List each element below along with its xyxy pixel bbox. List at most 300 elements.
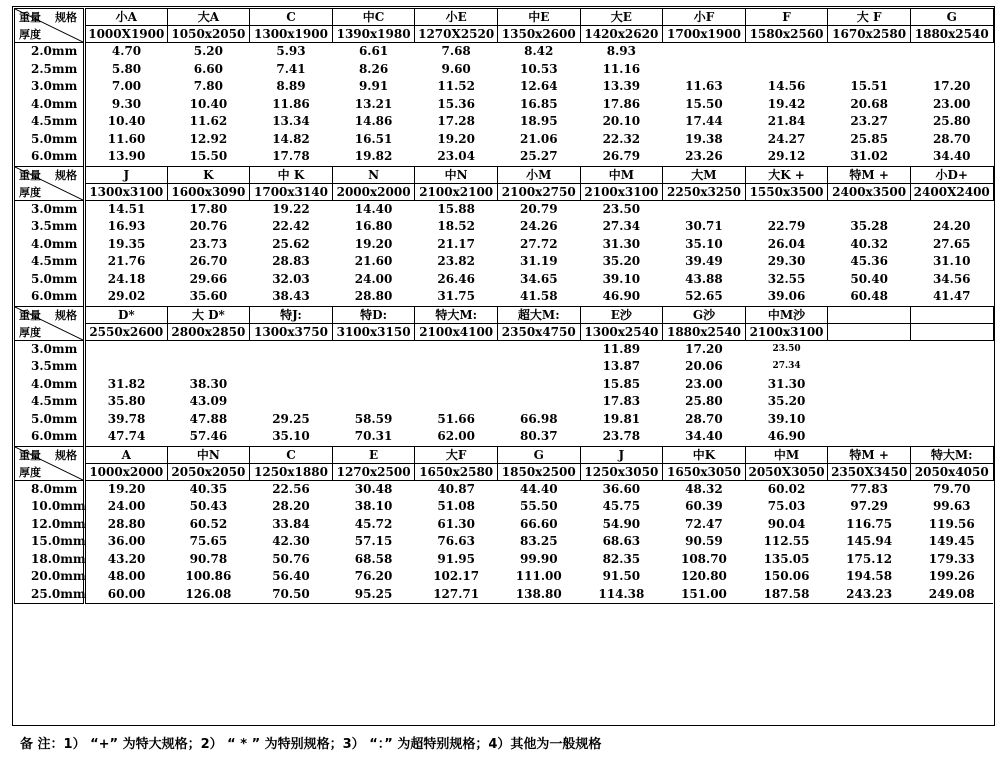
table-row [15,586,994,604]
weight-cell: 13.21 [354,96,393,111]
weight-cell: 16.93 [107,219,146,234]
weight-cell: 40.87 [437,481,475,496]
spec-name-cell: C [250,9,333,26]
weight-cell: 31.19 [519,254,558,269]
weight-cell: 20.79 [519,201,558,216]
weight-cell: 47.88 [189,411,228,426]
table-row [15,498,994,516]
spec-name-cell: 大F [415,446,498,463]
weight-cell [828,358,911,376]
thickness-cell: 3.0mm [15,78,85,96]
weight-cell: 25.27 [497,148,580,166]
thickness-cell: 4.0mm [15,96,85,114]
thickness-cell: 5.0mm [15,131,85,149]
spec-size-cell: 2250x3250 [663,183,746,200]
thickness-cell: 4.5mm [15,113,85,131]
spec-size-cell: 2000x2000 [332,183,415,200]
weight-cell: 11.60 [107,131,146,146]
weight-cell: 29.30 [767,254,806,269]
weight-cell: 35.28 [850,219,888,234]
header-row-sizes [15,26,994,43]
spec-name-cell: 大 D* [167,306,250,323]
spec-name-cell: F [745,9,828,26]
corner-weight-label: 重量 [19,11,41,24]
weight-cell: 35.80 [107,394,146,409]
weight-cell: 23.82 [437,254,475,269]
weight-cell [910,340,993,358]
weight-cell: 20.06 [685,359,723,374]
weight-cell: 21.17 [437,236,475,251]
weight-cell: 10.40 [107,114,146,129]
weight-cell: 24.27 [767,131,806,146]
spec-size-cell: 1270x2500 [332,463,415,480]
weight-cell: 8.89 [276,79,306,94]
spec-size-cell: 1670x2580 [828,26,911,43]
weight-cell: 31.30 [602,236,641,251]
weight-cell: 19.22 [272,201,310,216]
weight-cell: 13.87 [602,359,641,374]
table-row [15,131,994,149]
weight-cell: 19.82 [332,148,415,166]
thickness-cell: 3.0mm [15,200,85,218]
weight-cell: 17.78 [250,148,333,166]
weight-cell: 29.25 [272,411,310,426]
weight-cell: 19.35 [107,236,146,251]
spec-size-cell: 1700x1900 [663,26,746,43]
spec-size-cell: 1250x1880 [250,463,333,480]
weight-cell [332,393,415,411]
weight-cell [828,340,911,358]
weight-cell: 8.93 [606,44,636,59]
weight-cell: 22.32 [602,131,641,146]
header-row-names [15,9,994,26]
weight-cell: 40.35 [189,481,228,496]
spec-size-cell: 1390x1980 [332,26,415,43]
weight-cell: 17.28 [437,114,475,129]
weight-cell: 5.20 [193,44,223,59]
weight-cell: 62.00 [415,428,498,446]
weight-cell: 25.85 [850,131,888,146]
weight-cell: 28.70 [685,411,723,426]
weight-cell [910,376,993,394]
weight-cell: 23.50 [602,201,641,216]
weight-cell: 31.82 [107,376,146,391]
spec-size-cell: 2550x2600 [85,323,168,340]
spec-size-cell: 2100x2100 [415,183,498,200]
weight-cell: 35.10 [250,428,333,446]
weight-cell: 25.80 [932,114,971,129]
spec-name-cell: 大M [663,166,746,183]
spec-name-cell: 小A [85,9,168,26]
weight-cell: 13.34 [272,114,310,129]
weight-cell: 75.03 [767,499,806,514]
weight-cell: 11.52 [437,79,475,94]
weight-cell: 145.94 [846,534,893,549]
table-row [15,393,994,411]
weight-cell: 70.50 [250,586,333,604]
weight-cell: 57.46 [167,428,250,446]
weight-cell [497,393,580,411]
weight-cell: 29.66 [189,271,228,286]
spec-size-cell: 1850x2500 [497,463,580,480]
spec-name-cell: 特M + [828,166,911,183]
spec-size-cell: 2100x4100 [415,323,498,340]
weight-cell [250,393,333,411]
weight-cell [910,358,993,376]
weight-cell: 99.90 [519,551,558,566]
weight-cell: 112.55 [763,534,810,549]
weight-cell: 12.92 [189,131,228,146]
weight-cell: 17.80 [189,201,228,216]
weight-cell [828,376,911,394]
table-row [15,78,994,96]
weight-cell: 56.40 [272,569,310,584]
weight-cell: 51.08 [437,499,475,514]
weight-cell: 60.00 [85,586,168,604]
weight-cell: 7.80 [193,79,223,94]
weight-cell: 20.10 [602,114,641,129]
weight-cell: 18.52 [437,219,475,234]
thickness-cell: 4.5mm [15,393,85,411]
weight-cell [828,61,911,79]
weight-cell [415,376,498,394]
corner-header [15,166,85,200]
weight-cell: 34.56 [932,271,971,286]
header-row-sizes [15,463,994,480]
weight-cell: 243.23 [828,586,911,604]
spec-size-cell: 2800x2850 [167,323,250,340]
spec-name-cell [828,306,911,323]
table-row [15,480,994,498]
weight-cell: 75.65 [189,534,228,549]
weight-cell: 15.51 [850,79,888,94]
weight-cell [828,200,911,218]
weight-cell: 13.39 [602,79,641,94]
weight-cell: 14.40 [354,201,393,216]
weight-cell: 39.10 [602,271,641,286]
spec-size-cell: 2050x4050 [910,463,993,480]
spec-size-cell: 1550x3500 [745,183,828,200]
weight-cell [828,411,911,429]
table-row [15,568,994,586]
weight-cell [828,393,911,411]
spec-name-cell: 中E [497,9,580,26]
weight-cell: 14.82 [272,131,310,146]
weight-cell: 30.48 [354,481,393,496]
spec-size-cell: 1600x3090 [167,183,250,200]
spec-name-cell: 中N [167,446,250,463]
spec-size-cell: 2100x3100 [745,323,828,340]
weight-cell: 15.88 [437,201,475,216]
spec-name-cell: D* [85,306,168,323]
weight-cell: 82.35 [602,551,641,566]
weight-cell: 9.91 [358,79,389,94]
spec-size-cell: 2350x4750 [497,323,580,340]
table-row [15,358,994,376]
weight-cell: 23.78 [580,428,663,446]
weight-cell: 28.83 [272,254,310,269]
spec-name-cell: G [497,446,580,463]
weight-cell: 116.75 [846,516,893,531]
table-row [15,411,994,429]
weight-cell: 34.65 [519,271,558,286]
spec-size-cell: 1350x2600 [497,26,580,43]
weight-cell: 90.78 [189,551,228,566]
weight-cell: 19.20 [354,236,393,251]
weight-cell: 120.80 [680,569,727,584]
thickness-cell: 10.0mm [15,498,85,516]
weight-cell: 36.60 [602,481,641,496]
weight-cell: 149.45 [928,534,975,549]
weight-cell: 9.30 [111,96,142,111]
weight-cell: 16.85 [519,96,558,111]
weight-cell: 11.89 [602,341,641,356]
weight-cell [415,393,498,411]
spec-size-cell: 1050x2050 [167,26,250,43]
weight-cell: 24.00 [354,271,393,286]
spec-name-cell: 小D+ [910,166,993,183]
table-row [15,376,994,394]
weight-cell: 70.31 [332,428,415,446]
weight-cell: 111.00 [515,569,562,584]
table-row [15,533,994,551]
corner-thickness-label: 厚度 [19,28,41,41]
weight-cell: 76.20 [354,569,393,584]
weight-cell: 24.18 [107,271,146,286]
spec-size-cell: 2050x2050 [167,463,250,480]
weight-cell: 68.58 [354,551,393,566]
spec-name-cell: 特J: [250,306,333,323]
corner-thickness-label: 厚度 [19,185,41,199]
weight-cell: 32.03 [272,271,310,286]
weight-cell: 25.80 [685,394,723,409]
spec-size-cell: 1880x2540 [910,26,993,43]
thickness-cell: 6.0mm [15,288,85,306]
weight-cell: 28.20 [272,499,310,514]
weight-cell: 11.16 [602,61,641,76]
weight-cell: 17.20 [932,79,971,94]
weight-cell: 24.00 [107,499,146,514]
weight-cell: 4.70 [111,44,142,59]
weight-cell: 7.00 [111,79,142,94]
spec-name-cell [910,306,993,323]
weight-cell: 13.90 [85,148,168,166]
table-row [15,218,994,236]
weight-cell: 55.50 [519,499,558,514]
thickness-cell: 5.0mm [15,271,85,289]
weight-cell: 22.79 [767,219,806,234]
weight-cell: 11.86 [272,96,310,111]
thickness-cell: 6.0mm [15,428,85,446]
spec-size-cell: 1650x3050 [663,463,746,480]
table-row [15,551,994,569]
weight-cell: 135.05 [763,551,810,566]
weight-cell: 102.17 [433,569,480,584]
weight-cell: 91.95 [437,551,475,566]
spec-name-cell: 中C [332,9,415,26]
weight-cell: 45.75 [602,499,641,514]
spec-size-cell: 1000x2000 [85,463,168,480]
table-row [15,113,994,131]
weight-cell: 83.25 [519,534,558,549]
spec-name-cell: G沙 [663,306,746,323]
spec-name-cell: 大E [580,9,663,26]
spec-name-cell: 小F [663,9,746,26]
weight-cell: 150.06 [763,569,810,584]
weight-cell: 28.70 [932,131,971,146]
weight-cell: 66.98 [519,411,558,426]
weight-cell: 45.36 [850,254,888,269]
weight-cell: 19.38 [685,131,723,146]
weight-cell: 35.60 [167,288,250,306]
thickness-cell: 6.0mm [15,148,85,166]
weight-cell: 21.60 [354,254,393,269]
spec-name-cell: 小M [497,166,580,183]
spec-name-cell: 超大M: [497,306,580,323]
weight-cell [497,376,580,394]
weight-cell [828,428,911,446]
spec-name-cell: A [85,446,168,463]
spec-name-cell: 中 K [250,166,333,183]
spec-size-cell [828,323,911,340]
spec-size-cell: 1880x2540 [663,323,746,340]
weight-cell: 34.40 [663,428,746,446]
spec-name-cell: N [332,166,415,183]
spec-size-cell [910,323,993,340]
thickness-cell: 12.0mm [15,516,85,534]
header-row-sizes [15,323,994,340]
weight-cell: 34.40 [910,148,993,166]
corner-spec-label: 规格 [55,448,77,462]
weight-cell: 40.32 [850,236,888,251]
weight-cell: 95.25 [332,586,415,604]
spec-name-cell: J [85,166,168,183]
weight-cell: 42.30 [272,534,310,549]
weight-cell: 60.02 [767,481,806,496]
weight-cell: 90.04 [767,516,806,531]
weight-cell: 28.80 [107,516,146,531]
weight-cell [497,340,580,358]
spec-name-cell: 中K [663,446,746,463]
weight-cell: 17.44 [685,114,723,129]
weight-cell: 14.56 [767,79,806,94]
spec-name-cell: G [910,9,993,26]
weight-cell: 15.85 [602,376,641,391]
weight-cell: 54.90 [602,516,641,531]
weight-cell: 91.50 [602,569,641,584]
weight-cell: 17.86 [602,96,641,111]
weight-cell: 199.26 [928,569,975,584]
corner-spec-label: 规格 [55,308,77,322]
weight-cell [828,43,911,61]
spec-name-cell: 小E [415,9,498,26]
weight-cell: 194.58 [846,569,893,584]
weight-cell: 23.27 [850,114,888,129]
weight-cell: 43.09 [189,394,228,409]
spec-size-cell: 1000X1900 [85,26,168,43]
weight-cell: 23.04 [415,148,498,166]
corner-header [15,306,85,340]
weight-cell [250,340,333,358]
weight-cell: 52.65 [663,288,746,306]
weight-cell: 126.08 [167,586,250,604]
weight-cell: 26.79 [580,148,663,166]
weight-cell: 46.90 [580,288,663,306]
header-row-names [15,306,994,323]
weight-cell: 50.40 [850,271,888,286]
weight-cell: 23.26 [663,148,746,166]
spec-name-cell: 中M [745,446,828,463]
weight-cell: 24.20 [932,219,971,234]
spec-size-cell: 1300x2540 [580,323,663,340]
weight-cell: 23.00 [932,96,971,111]
header-row-sizes [15,183,994,200]
spec-name-cell: E [332,446,415,463]
weight-cell: 12.64 [519,79,558,94]
weight-cell: 35.10 [685,236,723,251]
weight-cell [910,61,993,79]
weight-cell: 22.56 [272,481,310,496]
weight-cell: 32.55 [767,271,806,286]
weight-cell: 114.38 [580,586,663,604]
weight-cell: 8.42 [524,44,554,59]
corner-weight-label: 重量 [19,168,41,182]
weight-cell: 22.42 [272,219,310,234]
spec-name-cell: 中M [580,166,663,183]
weight-cell: 47.74 [85,428,168,446]
spec-size-cell: 1700x3140 [250,183,333,200]
spec-size-cell: 1300x3750 [250,323,333,340]
weight-cell: 23.73 [189,236,228,251]
weight-cell: 15.36 [437,96,475,111]
weight-cell [85,340,168,358]
weight-cell: 29.02 [85,288,168,306]
thickness-cell: 15.0mm [15,533,85,551]
weight-cell: 175.12 [846,551,893,566]
weight-cell: 7.68 [441,44,471,59]
thickness-cell: 20.0mm [15,568,85,586]
spec-size-cell: 3100x3150 [332,323,415,340]
thickness-cell: 8.0mm [15,480,85,498]
weight-cell: 33.84 [272,516,310,531]
weight-cell: 23.00 [685,376,723,391]
table-row [15,96,994,114]
weight-cell: 48.32 [685,481,723,496]
weight-cell: 38.30 [189,376,228,391]
spec-size-cell: 2350X3450 [828,463,911,480]
weight-cell: 68.63 [602,534,641,549]
weight-cell: 50.76 [272,551,310,566]
weight-cell: 14.86 [354,114,393,129]
weight-cell [745,43,828,61]
weight-cell: 27.72 [519,236,558,251]
weight-cell: 108.70 [680,551,727,566]
weight-cell [250,376,333,394]
weight-cell [910,43,993,61]
weight-cell: 60.52 [189,516,228,531]
corner-header [15,446,85,480]
spec-name-cell: K [167,166,250,183]
corner-thickness-label: 厚度 [19,465,41,479]
weight-cell: 28.80 [332,288,415,306]
weight-cell: 50.43 [189,499,228,514]
weight-cell: 14.51 [107,201,146,216]
weight-cell: 36.00 [107,534,146,549]
spec-size-cell: 1580x2560 [745,26,828,43]
weight-cell: 5.80 [111,61,142,76]
weight-cell: 66.60 [519,516,558,531]
weight-cell: 27.65 [932,236,971,251]
